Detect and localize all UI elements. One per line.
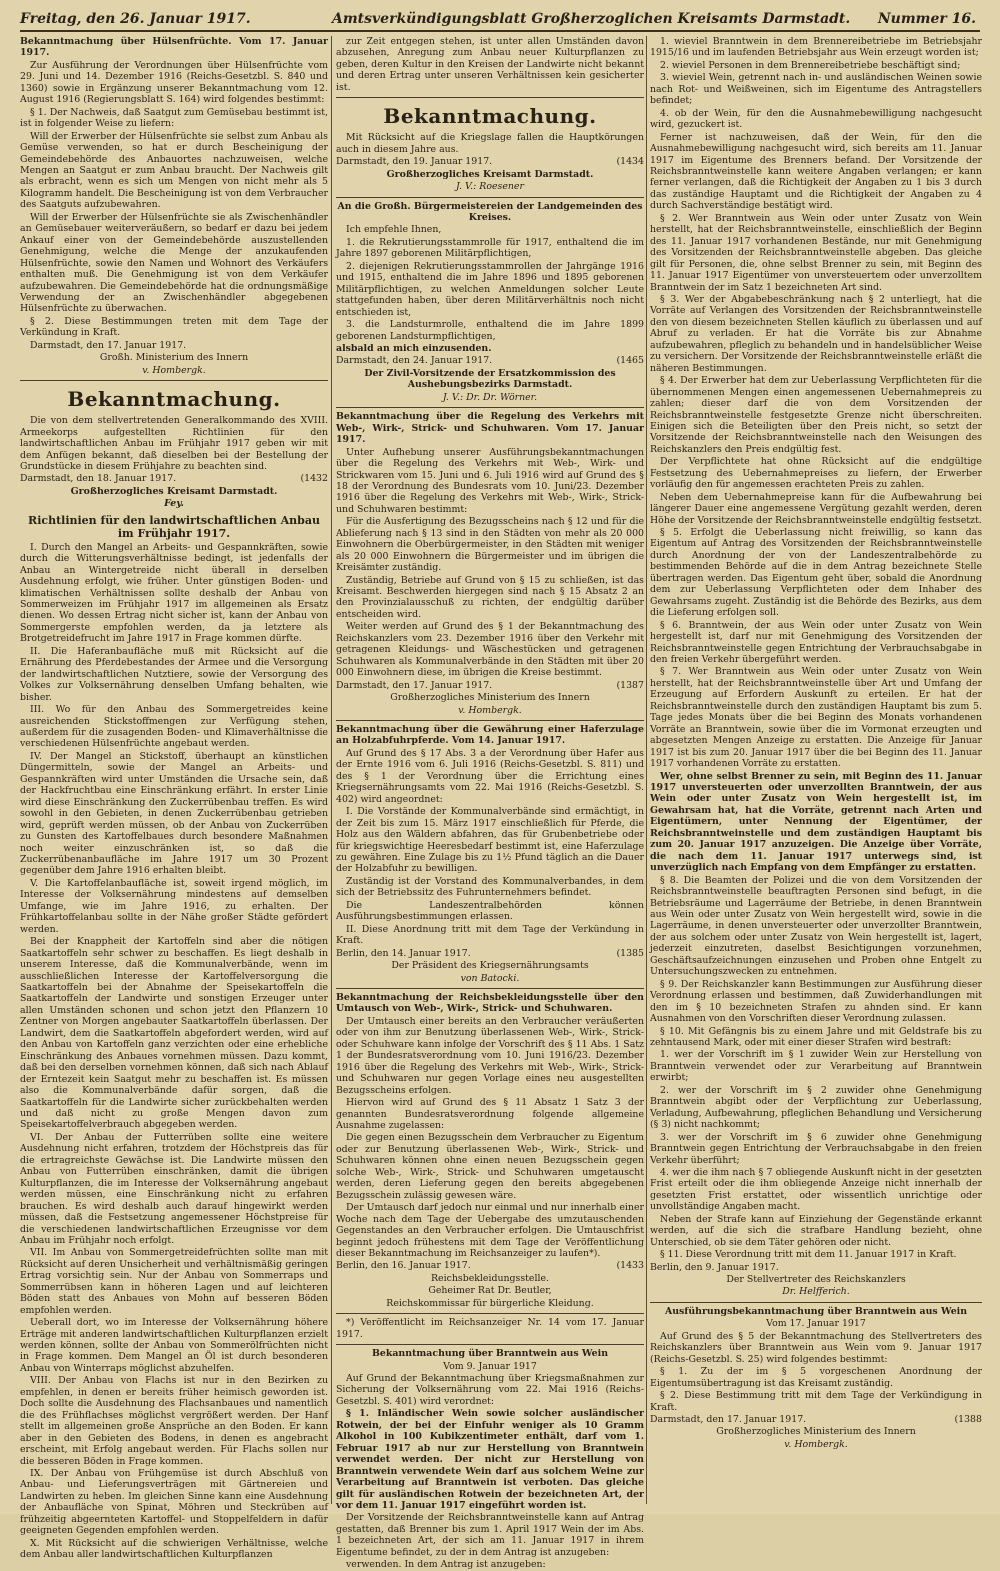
paragraph: Der Umtausch einer bereits an den Verbraucher veräußerten oder von ihm zur Benutzung überlassenen Web-, Wirk-, Strick- oder Schuhware kann infolge der Vorschrift des § 11 Abs. 1 Satz 1 der Bundesratsverordnung vom 10. Juni 1916/23. Dezember 1916 über die Regelung des Verkehrs mit Web-, Wirk-, Strick- und Schuhwaren nur gegen Vorlage eines neu ausgestellten Bezugsscheins erfolgen. [336, 1015, 644, 1096]
reference-number: (1465 [616, 355, 644, 367]
notice-heading: Bekanntmachung. [67, 387, 281, 412]
authority-name: Geheimer Rat Dr. Beutler, [428, 1285, 552, 1297]
signature: v. Hombergk. [458, 704, 522, 716]
authority: Reichsbekleidungsstelle. [430, 1272, 550, 1284]
notice-title: Ausführungsbekanntmachung über Branntwein aus Wein [664, 1305, 968, 1317]
column-middle [336, 36, 644, 1571]
reference-number: (1434 [616, 156, 644, 168]
date-line [336, 156, 644, 167]
divider [336, 197, 644, 198]
paragraph: § 6. Branntwein, der aus Wein oder unter Zusatz von Wein hergestellt ist, darf nur mit Genehmigung des Vorsitzenden der Reichsbranntweinstelle gegen Entrichtung der Verbrauchsabgabe in den freien Verkehr übergeführt werden. [650, 619, 982, 666]
notice-title: Bekanntmachung über Branntwein aus Wein [371, 1348, 609, 1360]
date-text: Berlin, den 14. Januar 1917. [336, 947, 471, 959]
paragraph: VII. Im Anbau von Sommergetreidefrüchten sollte man mit Rücksicht auf deren Unsicherheit und verhältnismäßig geringen Ertrag vorsichtig sein. Nur der Anbau von Sommerraps und Sommerrübsen kann in höheren Lagen und auf leichteren Böden statt des Anbaues von Mohn auf besseren Böden empfohlen werden. [20, 1247, 328, 1316]
paragraph: Zuständig, Betriebe auf Grund von § 15 zu schließen, ist das Kreisamt. Beschwerden hiergegen sind nach § 15 Absatz 2 an den Provinzialausschuß zu richten, der endgültig darüber entscheiden wird. [336, 574, 644, 620]
column-right [650, 36, 982, 1506]
issue-date: Freitag, den 26. Januar 1917. [20, 11, 251, 27]
paragraph: II. Die Haferanbaufläche muß mit Rücksicht auf die Ernährung des Pferdebestandes der Armee und die Versorgung der landwirtschaftlichen Nutztiere, sowie der Versorgung des Volkes zur Volksernährung denselben Umfang behalten, wie bisher. [20, 645, 328, 703]
paragraph: Neben dem Uebernahmepreise kann für die Aufbewahrung bei längerer Dauer eine angemessene Vergütung gezahlt werden, deren Höhe der Vorsitzende der Reichsbranntweinstelle endgültig festsetzt. [650, 491, 982, 526]
paragraph: V. Die Kartoffelanbaufläche ist, soweit irgend möglich, im Interesse der Volksernährung mindestens auf demselben Umfange, wie im Jahre 1916, zu erhalten. Der Frühkartoffelanbau sollte in der Nähe großer Städte gefördert werden. [20, 877, 328, 935]
divider [336, 1313, 644, 1314]
date-line: Darmstadt, den 17. Januar 1917. [30, 339, 187, 351]
paragraph: Ueberall dort, wo im Interesse der Volksernährung höhere Erträge mit anderen landwirtschaftlichen Kulturpflanzen erzielt werden können, sollte der Anbau von Sommerölfrüchten nicht in Frage kommen. Dem Mangel an Öl ist durch besonderen Anbau von Winterraps möglichst abzuhelfen. [20, 1317, 328, 1374]
authority: Der Präsident des Kriegsernährungsamts [391, 960, 589, 972]
authority: Großherzogliches Ministerium des Innern [390, 692, 590, 704]
paragraph: § 1. Zu der im § 5 vorgeschenen Anordnung der Eigentumsübertragung ist das Kreisamt zuständig. [650, 1366, 982, 1389]
date-line [336, 355, 644, 366]
divider [650, 1302, 982, 1303]
notice-title: An die Großh. Bürgermeistereien der Landgemeinden des Kreises. [337, 200, 643, 223]
paragraph: Auf Grund des § 17 Abs. 3 a der Verordnung über Hafer aus der Ernte 1916 vom 6. Juli 1916 (Reichs-Gesetzbl. S. 811) und des § 1 der Verordnung über die Errichtung eines Kriegsernährungsamts vom 22. Mai 1916 (Reichs-Gesetzbl. S. 402) wird angeordnet: [336, 747, 644, 805]
paragraph: VIII. Der Anbau von Flachs ist nur in den Bezirken zu empfehlen, in denen er bereits früher heimisch geworden ist. Doch sollte die Ausdehnung des Flachsanbaues und namentlich die des Frühflachses möglichst vergrößert werden. Der Hanf stellt im allgemeinen große Ansprüche an den Boden. Er kann aber in den Gebieten des Bodens, in denen es angebracht erscheint, mit Erfolg angebaut werden. Für Flachs sollen nur die besseren Böden in Frage kommen. [20, 1375, 328, 1467]
page-header [20, 8, 980, 32]
paragraph: VI. Der Anbau der Futterrüben sollte eine weitere Ausdehnung nicht erfahren, trotzdem der Höchstpreis das für die ertragreichste Gewächse ist. Die Landwirte müssen den Anbau von Futterrüben einschränken, damit die übrigen Kulturpflanzen, die im Interesse der Volksernährung angebaut werden müssen, eine Einschränkung nicht zu erfahren brauchen. Es wird deshalb auch darauf hingewirkt werden müssen, daß die Festsetzung angemessener Höchstpreise für die verschiedenen landwirtschaftlichen Erzeugnisse vor dem Anbau im Frühjahr noch erfolgt. [20, 1131, 328, 1246]
paragraph: X. Mit Rücksicht auf die schwierigen Verhältnisse, welche dem Anbau aller landwirtschaftlichen Kulturpflanzen [20, 1537, 328, 1561]
paragraph: § 9. Der Reichskanzler kann Bestimmungen zur Ausführung dieser Verordnung erlassen und bestimmen, daß Zuwiderhandlungen mit den im § 10 bezeichneten Strafen zu ahnden sind. Er kann Ausnahmen von den Vorschriften dieser Verordnung zulassen. [650, 978, 982, 1025]
paragraph: Ich empfehle Ihnen, [346, 224, 442, 236]
reference-number: (1433 [616, 1260, 644, 1272]
paragraph: IV. Der Mangel an Stickstoff, überhaupt an künstlichen Düngermitteln, sowie der Mangel an Arbeits- und Gespannkräften wird unter Umständen die Ursache sein, daß der Hackfruchtbau eine Einschränkung erfährt. In erster Linie wird diese Einschränkung den Zuckerrübenbau treffen. Es wird sowohl in den Gebieten, in denen Zuckerrübenbau getrieben wird, geprüft werden müssen, ob der Anbau von Zuckerrüben zu Gunsten des Kartoffelbaues durch besondere Maßnahmen noch weiter einzuschränken ist, so daß die Zuckerrübenanbaufläche im Jahre 1917 um 30 Prozent gegenüber dem Jahre 1916 erhalten bleibt. [20, 750, 328, 877]
paragraph: Unter Aufhebung unserer Ausführungsbekanntmachungen über die Regelung des Verkehrs mit Web-, Wirk- und Strickwaren vom 15. Juni und 6. Juli 1916 wird auf Grund des § 18 der Verordnung des Bundesrats vom 10. Juni/23. Dezember 1916 über die Regelung des Verkehrs mit Web-, Wirk-, Strick- und Schuhwaren bestimmt: [336, 446, 644, 515]
date-text: Darmstadt, den 18. Januar 1917. [20, 473, 177, 485]
authority: Großherzogliches Kreisamt Darmstadt. [386, 168, 594, 180]
paragraph: Auf Grund der Bekanntmachung über Kriegsmaßnahmen zur Sicherung der Volksernährung vom 22. Mai 1916 (Reichs-Gesetzbl. S. 401) wird verordnet: [336, 1373, 644, 1407]
list-item: 2. wieviel Personen in dem Brennereibetriebe beschäftigt sind; [660, 59, 961, 71]
paragraph: § 2. Wer Branntwein aus Wein oder unter Zusatz von Wein herstellt, hat der Reichsbranntweinstelle, einschließlich der Beginn des 11. Januar 1917 vorhandenen Bestände, nur mit Genehmigung des Vorsitzenden der Reichsbranntweinstelle abgeben. Das gleiche gilt für Personen, die, ohne selbst Brenner zu sein, mit Beginn des 11. Januar 1917 Eigentümer von unversteuertem oder unverzolltem Branntwein der im Satz 1 bezeichneten Art sind. [650, 212, 982, 293]
reference-number: (1432 [300, 473, 328, 485]
paragraph: I. Die Vorstände der Kommunalverbände sind ermächtigt, in der Zeit bis zum 15. März 1917 einschließlich für Pferde, die Holz aus den Wäldern abfahren, das für Grubenbetriebe oder für kriegswichtige Heeresbedarf bestimmt ist, eine Haferzulage zu gewähren. Eine Zulage bis zu 1½ Pfund täglich an die Dauer der Holzabfuhr zu bewilligen. [336, 806, 644, 875]
notice-title: Bekanntmachung über Hülsenfrüchte. Vom 17. Januar 1917. [20, 36, 328, 59]
paragraph: Will der Erwerber der Hülsenfrüchte sie selbst zum Anbau als Gemüse verwenden, so hat er durch Bescheinigung der Gemeindebehörde des Anbauortes nachzuweisen, welche Mengen an Saatgut er zum Anbau braucht. Der Nachweis gilt als erbracht, wenn es sich um Mengen von nicht mehr als 5 Kilogramm handelt. Die Bescheinigung ist von dem Verbraucher des Saatguts aufzubewahren. [20, 130, 328, 211]
notice-title: Bekanntmachung der Reichsbekleidungsstelle über den Umtausch von Web-, Wirk-, Strick- und Schuhwaren. [336, 991, 644, 1015]
signature: v. Hombergk. [784, 1438, 848, 1450]
paragraph: III. Wo für den Anbau des Sommergetreides keine ausreichenden Stickstoffmengen zur Verfügung stehen, außerdem für die zusagenden Boden- und Klimaverhältnisse die verschiedenen Hülsenfrüchte angebaut werden. [20, 704, 328, 750]
paragraph: Ferner ist nachzuweisen, daß der Wein, für den die Ausnahmebewilligung nachgesucht wird, sich bereits am 11. Januar 1917 im Eigentume des Brenners befand. Der Vorsitzende der Reichsbranntweinstelle kann weitere Angaben verlangen; er kann ferner verlangen, daß die Richtigkeit der Angaben zu 1 bis 3 durch das zuständige Hauptamt und die Richtigkeit der Angaben zu 4 durch Sachverständige bestätigt wird. [650, 131, 982, 212]
paragraph: § 7. Wer Branntwein aus Wein oder unter Zusatz von Wein herstellt, hat der Reichsbranntweinstelle über Art und Umfang der Erzeugung auf Erfordern Auskunft zu erteilen. Er hat der Reichsbranntweinstelle durch den zuständigen Hauptamt bis zum 5. Tage jedes Monats über die bei Beginn des Monats vorhandenen Vorräte an Branntwein, sowie über die im Vormonat erzeugten und abgesetzten Mengen Anzeige zu erstatten. Die Anzeige für Januar 1917 ist bis zum 20. Januar 1917 über die bei Beginn des 11. Januar 1917 vorhandenen Vorräte zu erstatten. [650, 666, 982, 770]
divider [336, 720, 644, 721]
paragraph: Die Landeszentralbehörden können Ausführungsbestimmungen erlassen. [336, 899, 644, 923]
signature: von Batocki. [460, 972, 520, 984]
paragraph: II. Diese Anordnung tritt mit dem Tage der Verkündung in Kraft. [336, 923, 644, 947]
paragraph: Zur Ausführung der Verordnungen über Hülsenfrüchte vom 29. Juni und 14. Dezember 1916 (Reichs-Gesetzbl. S. 840 und 1360) sowie in Ergänzung unserer Bekanntmachung vom 12. August 1916 (Regierungsblatt S. 164) wird folgendes bestimmt: [20, 59, 328, 106]
paragraph: Auf Grund des § 5 der Bekanntmachung des Stellvertreters des Reichskanzlers über Branntwein aus Wein vom 9. Januar 1917 (Reichs-Gesetzbl. S. 25) wird folgendes bestimmt: [650, 1330, 982, 1365]
authority: Großh. Ministerium des Innern [99, 352, 249, 364]
paragraph: § 1. Der Nachweis, daß Saatgut zum Gemüsebau bestimmt ist, ist in folgender Weise zu liefern: [20, 106, 328, 130]
paragraph: Hiervon wird auf Grund des § 11 Absatz 1 Satz 3 der genannten Bundesratsverordnung folgende allgemeine Ausnahme zugelassen: [336, 1097, 644, 1131]
paragraph: Der Verpflichtete hat ohne Rücksicht auf die endgültige Festsetzung des Uebernahmepreises zu liefern, der Erwerber vorläufig den für angemessen erachteten Preis zu zahlen. [650, 456, 982, 491]
list-item: 2. wer der Vorschrift im § 2 zuwider ohne Genehmigung Branntwein abgibt oder der Verpflichtung zur Ueberlassung, Verladung, Aufbewahrung, pfleglichen Behandlung und Versicherung (§ 3) nicht nachkommt; [650, 1084, 982, 1131]
date-line [20, 473, 328, 484]
notice-heading: Bekanntmachung. [383, 104, 597, 129]
reference-number: (1387 [616, 679, 644, 691]
notice-title: Bekanntmachung über die Gewährung einer Haferzulage an Holzabfuhrpferde. Vom 14. Januar 1917. [336, 724, 644, 747]
reference-number: (1385 [616, 947, 644, 959]
paragraph: verwenden. In dem Antrag ist anzugeben: [346, 1559, 546, 1571]
paragraph: § 3. Wer der Abgabebeschränkung nach § 2 unterliegt, hat die Vorräte auf Verlangen des Vorsitzenden der Reichsbranntweinstelle den von diesem bezeichneten Stellen käuflich zu überlassen und auf Abruf zu verladen. Er hat die Vorräte bis zur Abnahme aufzubewahren, pfleglich zu behandeln und in handelsüblicher Weise zu versichern. Der Vorsitzende der Reichsbranntweinstelle erläßt die näheren Bestimmungen. [650, 293, 982, 374]
authority-role: Reichskommissar für bürgerliche Kleidung. [386, 1297, 594, 1309]
paragraph: Mit Rücksicht auf die Kriegslage fallen die Hauptkörungen auch in diesem Jahre aus. [336, 132, 644, 155]
paragraph: Weiter werden auf Grund des § 1 der Bekanntmachung des Reichskanzlers vom 23. Dezember 1916 über den Verkehr mit getragenen Kleidungs- und Wäschestücken und getragenen Schuhwaren als Kommunalverbände in den Städten mit über 20 000 Einwohnern diese, im übrigen die Kreise bestimmt. [336, 621, 644, 679]
paragraph: § 11. Diese Verordnung tritt mit dem 11. Januar 1917 in Kraft. [660, 1249, 957, 1261]
paragraph: Zuständig ist der Vorstand des Kommunalverbandes, in dem sich der Betriebssitz des Fuhrunternehmers befindet. [336, 875, 644, 899]
divider [336, 988, 644, 989]
paragraph: § 10. Mit Gefängnis bis zu einem Jahre und mit Geldstrafe bis zu zehntausend Mark, oder mit einer dieser Strafen wird bestraft: [650, 1025, 982, 1048]
notice-subtitle: Vom 9. Januar 1917 [443, 1360, 537, 1372]
authority: Großherzogliches Kreisamt Darmstadt. [70, 485, 278, 497]
column-divider [331, 36, 332, 1504]
paragraph: § 1. Inländischer Wein sowie solcher ausländischer Rotwein, der bei der Einfuhr weniger als 10 Gramm Alkohol in 100 Kubikzentimeter enthält, darf vom 1. Februar 1917 ab nur zur Herstellung von Branntwein verwendet werden. Der nicht zur Herstellung von Branntwein verwendete Wein darf aus solchem Weine zur Verarbeitung auf Branntwein ist verboten. Das gleiche gilt für ausländischen Rotwein der bezeichneten Art, der vor dem 11. Januar 1917 eingeführt worden ist. [336, 1408, 644, 1512]
paragraph: § 2. Diese Bestimmungen treten mit dem Tage der Verkündung in Kraft. [20, 315, 328, 339]
date-line [336, 680, 644, 691]
date-text: Darmstadt, den 17. Januar 1917. [650, 1414, 807, 1426]
list-item: 1. die Rekrutierungsstammrolle für 1917, enthaltend die im Jahre 1897 geborenen Militärpflichtigen, [336, 236, 644, 260]
reference-number: (1388 [954, 1414, 982, 1426]
paragraph: Die von dem stellvertretenden Generalkommando des XVIII. Armeekorps aufgestellten Richtlinien für den landwirtschaftlichen Anbau im Frühjahr 1917 geben wir mit dem Anfügen bekannt, daß dieselben bei der Bestellung der Grundstücke in diesem Frühjahre zu beachten sind. [20, 415, 328, 472]
divider [336, 1344, 644, 1345]
paragraph: § 4. Der Erwerber hat dem zur Ueberlassung Verpflichteten für die übernommenen Mengen einen angemessenen Uebernahmepreis zu zahlen; dieser darf die von dem Vorsitzenden der Reichsbranntweinstelle festgesetzte Grenze nicht überschreiten. Einigen sich die Beteiligten über den Preis nicht, so setzt der Vorsitzende der Reichsbranntweinstelle nach den Weisungen des Reichskanzlers den Preis endgültig fest. [650, 375, 982, 455]
paragraph: IX. Der Anbau von Frühgemüse ist durch Abschluß von Anbau- und Lieferungsverträgen mit Gärtnereien und Landwirten zu heben. Im gleichen Sinne kann eine Ausdehnung der Anbaufläche von Spinat, Möhren und Steckrüben auf frühzeitig abgeernteten Kartoffel- und Stoppelfeldern in dafür geeigneten Gegenden empfohlen werden. [20, 1468, 328, 1537]
paragraph: Der Umtausch darf jedoch nur einmal und nur innerhalb einer Woche nach dem Tage der Uebergabe des umzutauschenden Gegenstandes an den Verbraucher erfolgen. Die Umtauschfrist beginnt jedoch frühestens mit dem Tage der Veröffentlichung dieser Bekanntmachung im Reichsanzeiger zu laufen*). [336, 1202, 644, 1259]
list-item: 2. diejenigen Rekrutierungsstammrollen der Jahrgänge 1916 und 1915, enthaltend die im Jahre 1896 und 1895 geborenen Militärpflichtigen, zu welchen Anmeldungen solcher Leute stattgefunden haben, über deren Militärverhältnis noch nicht entschieden ist, [336, 260, 644, 318]
date-line [336, 948, 644, 959]
date-text: Berlin, den 16. Januar 1917. [336, 1260, 471, 1272]
signature: J. V.: Roesener [456, 181, 524, 193]
paragraph: zur Zeit entgegen stehen, ist unter allen Umständen davon abzusehen, Anregung zum Anbau neuer Kulturpflanzen zu geben, deren Kultur in den Kreisen der Landwirte nicht bekannt und deren Ertrag unter unseren Verhältnissen kein gesicherter ist. [336, 36, 644, 93]
paragraph: § 2. Diese Bestimmung tritt mit dem Tage der Verkündigung in Kraft. [650, 1390, 982, 1413]
paragraph: Für die Ausfertigung des Bezugsscheins nach § 12 und für die Ablieferung nach § 13 sind in den Städten von mehr als 20 000 Einwohnern die Oberbürgermeister, in den Städten mit weniger als 20 000 Einwohnern die Bürgermeister und im übrigen die Kreisämter zuständig. [336, 516, 644, 574]
paragraph: Neben der Strafe kann auf Einziehung der Gegenstände erkannt werden, auf die sich die strafbare Handlung bezieht, ohne Unterschied, ob sie dem Täter gehören oder nicht. [650, 1213, 982, 1248]
column-divider [646, 36, 647, 1504]
notice-title: Bekanntmachung über die Regelung des Verkehrs mit Web-, Wirk-, Strick- und Schuhwaren. Vom 17. Januar 1917. [336, 411, 644, 446]
date-text: Darmstadt, den 17. Januar 1917. [336, 679, 493, 691]
list-item: 3. die Landsturmrolle, enthaltend die im Jahre 1899 geborenen Landsturmpflichtigen, [336, 319, 644, 342]
list-item: 3. wer der Vorschrift im § 6 zuwider ohne Genehmigung Branntwein gegen Entrichtung der Verbrauchsabgabe in den freien Verkehr überführt; [650, 1131, 982, 1166]
paragraph: Wer, ohne selbst Brenner zu sein, mit Beginn des 11. Januar 1917 unversteuerten oder unverzollten Branntwein, der aus Wein oder unter Zusatz von Wein hergestellt ist, im Gewahrsam hat, hat die Vorräte, getrennt nach Arten und Eigentümern, unter Nennung der Eigentümer, der Reichsbranntweinstelle und dem zuständigen Hauptamt bis zum 20. Januar 1917 anzuzeigen. Die Anzeige über Vorräte, die nach dem 11. Januar 1917 unterwegs sind, ist unverzüglich nach Empfang von dem Empfänger zu erstatten. [650, 770, 982, 874]
issue-number: Nummer 16. [877, 11, 976, 27]
notice-subtitle: Vom 17. Januar 1917 [766, 1318, 866, 1330]
divider [336, 97, 644, 98]
paragraph: Will der Erwerber der Hülsenfrüchte sie als Zwischenhändler an Gemüsebauer weiterveräußern, so bedarf er dazu bei jedem Ankauf einer von der Gemeindebehörde auszustellenden Genehmigung, welche die Menge der anzukaufenden Hülsenfrüchte, sowie den Namen und Wohnort des Verkäufers enthalten muß. Die Genehmigung ist von dem Verkäufer aufzubewahren. Die Gemeindebehörde hat die ordnungsmäßige Verwendung der an Zwischenhändler abgegebenen Hülsenfrüchte zu überwachen. [20, 211, 328, 315]
paragraph: alsbald an mich einzusenden. [336, 342, 492, 354]
list-item: 1. wieviel Branntwein in dem Brennereibetriebe im Betriebsjahr 1915/16 und im laufenden Betriebsjahr aus Wein erzeugt worden ist; [650, 36, 982, 59]
signature: Dr. Helfferich. [782, 1286, 850, 1298]
divider [20, 380, 328, 381]
authority: Der Zivil-Vorsitzende der Ersatzkommission des Aushebungsbezirks Darmstadt. [364, 367, 616, 391]
paragraph: I. Durch den Mangel an Arbeits- und Gespannkräften, sowie durch die Witterungsverhältnisse bedingt, ist jedenfalls der Anbau an Wintergetreide nicht überall in derselben Ausdehnung erfolgt, wie früher. Unter günstigen Boden- und klimatischen Verhältnissen sollte deshalb der Anbau von Sommerweizen im Frühjahr 1917 im allgemeinen als Ersatz dienen. Wo dessen Ertrag nicht sicher ist, kann der Anbau von Sommergerste empfohlen werden, da ja letztere als Brotgetreidefrucht im Jahre 1917 in Frage kommen dürfte. [20, 541, 328, 645]
guidelines-title: Richtlinien für den landwirtschaftlichen Anbau im Frühjahr 1917. [28, 513, 320, 540]
authority: Der Stellvertreter des Reichskanzlers [726, 1274, 906, 1286]
footnote: *) Veröffentlicht im Reichsanzeiger Nr. 14 vom 17. Januar 1917. [336, 1317, 644, 1340]
signature: v. Hombergk. [142, 364, 206, 376]
date-text: Darmstadt, den 24. Januar 1917. [336, 355, 493, 367]
list-item: 3. wieviel Wein, getrennt nach in- und ausländischen Weinen sowie nach Rot- und Weißweinen, sich im Eigentume des Antragstellers befindet; [650, 72, 982, 107]
paragraph: Der Vorsitzende der Reichsbranntweinstelle kann auf Antrag gestatten, daß Brenner bis zum 1. April 1917 Wein der im Abs. 1 bezeichneten Art, der sich am 11. Januar 1917 in ihrem Eigentume befindet, zu der in dem Antrag ist anzugeben: [336, 1512, 644, 1558]
date-line [650, 1414, 982, 1425]
date-line: Berlin, den 9. Januar 1917. [650, 1261, 779, 1273]
column-left [20, 36, 328, 1561]
paragraph: § 5. Erfolgt die Ueberlassung nicht freiwillig, so kann das Eigentum auf Antrag des Vorsitzenden der Reichsbranntweinstelle durch Anordnung der von der Landeszentralbehörde zu bestimmenden Behörde auf die in dem Antrag bezeichnete Stelle übertragen werden. Das Eigentum geht über, sobald die Anordnung dem zur Ueberlassung Verpflichteten oder dem Inhaber des Gewahrsams zugeht. Zuständig ist die Behörde des Bezirks, aus dem die Lieferung erfolgen soll. [650, 527, 982, 619]
publication-title: Amtsverkündigungsblatt Großherzoglichen Kreisamts Darmstadt. [332, 11, 851, 27]
paragraph: § 8. Die Beamten der Polizei und die von dem Vorsitzenden der Reichsbranntweinstelle beauftragten Personen sind befugt, in die Betriebsräume und Lagerräume der Betriebe, in denen Branntwein aus Wein oder unter Zusatz von Wein hergestellt wird, sowie in die Lagerräume, in denen unversteuerter oder unverzollter Branntwein, der aus solchem oder unter Zusatz von Wein hergestellt ist, lagert, jederzeit einzutreten, daselbst Besichtigungen vorzunehmen, Geschäftsaufzeichnungen einzusehen und Proben ohne Entgelt zu Untersuchungszwecken zu entnehmen. [650, 874, 982, 978]
paragraph: Bei der Knappheit der Kartoffeln sind aber die nötigen Saatkartoffeln sehr schwer zu beschaffen. Es liegt deshalb in unserem Interesse, daß die Kommunalverbände, wenn im ausschließlichen Interesse der Kartoffelversorgung die Saatkartoffeln bei der Abnahme der Speisekartoffeln die Saatkartoffeln der Landwirte und sonstigen Erzeuger unter allen Umständen schonen und schon jetzt den Pflanzern 10 Zentner von Morgen angebauter Saatkartoffeln überlassen. Der Landwirt, dem die Saatkartoffeln abgefordert werden, wird auf den Anbau von Kartoffeln ganz verzichten oder eine erhebliche Einschränkung des Anbaues vornehmen müssen. Dazu kommt, daß bei den derselben vornehmen können, daß sich nach Ablauf der Erntezeit kein Saatgut mehr zu beschaffen ist. Es müssen also die Kommunalverbände dafür sorgen, daß die Saatkartoffeln für die Landwirte sicher zurückbehalten werden und daß nicht zu große Mengen davon zum Speisekartoffelverbrauch abgegeben werden. [20, 936, 328, 1131]
signature: Fey. [164, 498, 184, 510]
paragraph: Die gegen einen Bezugsschein dem Verbraucher zu Eigentum oder zur Benutzung überlassenen Web-, Wirk-, Strick- und Schuhwaren können ohne einen neuen Bezugsschein gegen solche Web-, Wirk-, Strick- und Schuhwaren umgetauscht werden, deren Lieferung gegen den bereits abgegebenen Bezugsschein zulässig gewesen wäre. [336, 1132, 644, 1201]
date-text: Darmstadt, den 19. Januar 1917. [336, 156, 493, 168]
signature: J. V.: Dr. Dr. Wörner. [442, 391, 538, 403]
date-line [336, 1260, 644, 1271]
authority: Großherzogliches Ministerium des Innern [716, 1426, 916, 1438]
divider [336, 407, 644, 408]
list-item: 1. wer der Vorschrift im § 1 zuwider Wein zur Herstellung von Branntwein verwendet oder zur Verarbeitung auf Branntwein erwirbt; [650, 1049, 982, 1084]
list-item: 4. ob der Wein, für den die Ausnahmebewilligung nachgesucht wird, gezuckert ist. [650, 107, 982, 131]
list-item: 4. wer die ihm nach § 7 obliegende Auskunft nicht in der gesetzten Frist erteilt oder die ihm obliegende Anzeige nicht innerhalb der gesetzten Frist erstattet, oder wissentlich unrichtige oder unvollständige Angaben macht. [650, 1166, 982, 1213]
